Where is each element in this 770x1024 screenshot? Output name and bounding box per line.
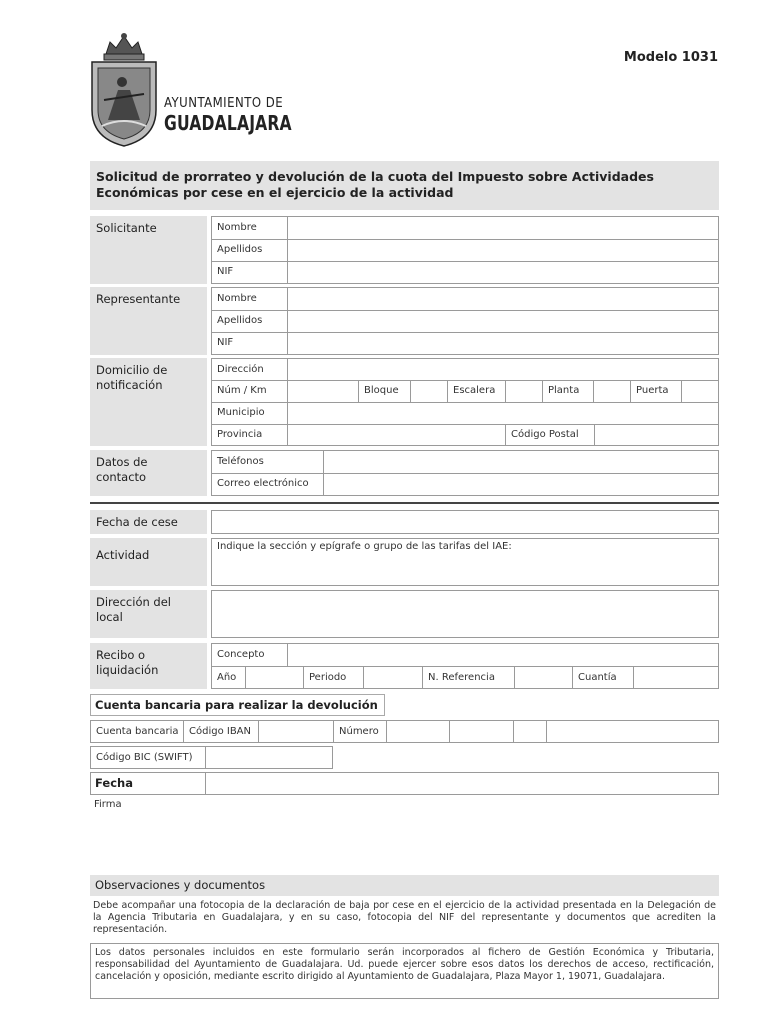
cuantia-label: Cuantía (578, 672, 617, 683)
iban-label: Código IBAN (189, 726, 252, 737)
codigo-postal-label: Código Postal (511, 429, 579, 440)
cuenta-title-text: Cuenta bancaria para realizar la devolución (95, 698, 378, 712)
representante-nombre-input[interactable] (288, 288, 718, 310)
provincia-input[interactable] (288, 425, 505, 446)
solicitante-apellidos-label: Apellidos (217, 244, 263, 255)
numero-label: Número (339, 726, 379, 737)
recibo-fields (211, 643, 719, 689)
solicitante-nif-input[interactable] (288, 262, 718, 283)
referencia-label: N. Referencia (428, 672, 495, 683)
cuenta-fields (90, 720, 719, 743)
ano-input[interactable] (246, 667, 303, 688)
model-number: Modelo 1031 (623, 50, 718, 65)
form-title: Solicitud de prorrateo y devolución de la cuota del Impuesto sobre Actividades Económicas por cese en el ejercicio de la actividad (90, 161, 719, 210)
planta-input[interactable] (594, 381, 630, 402)
codigo-postal-input[interactable] (595, 425, 718, 446)
fecha-input[interactable] (206, 773, 718, 794)
planta-label: Planta (548, 385, 580, 396)
direccion-input[interactable] (288, 359, 718, 380)
representante-fields (211, 287, 719, 355)
numero-input-2[interactable] (450, 721, 513, 742)
bic-fields (90, 746, 333, 769)
provincia-label: Provincia (217, 429, 263, 440)
cuantia-input[interactable] (634, 667, 718, 688)
bic-input[interactable] (206, 747, 332, 768)
contacto-fields (211, 450, 719, 496)
ano-label: Año (217, 672, 237, 683)
correo-label: Correo electrónico (217, 478, 309, 489)
solicitante-nombre-input[interactable] (288, 217, 718, 239)
section-label-contacto: Datos de contacto (90, 450, 207, 496)
escalera-input[interactable] (506, 381, 542, 402)
section-label-fecha-cese: Fecha de cese (90, 510, 207, 534)
section-label-recibo: Recibo o liquidación (90, 643, 207, 689)
representante-nif-input[interactable] (288, 333, 718, 354)
municipio-label: Municipio (217, 407, 265, 418)
privacy-text: Los datos personales incluidos en este formulario serán incorporados al fichero de Gestión Económica y Tributaria, responsabilidad del Ayuntamiento de Guadalajara. Ud. puede ejercer sobre esos datos los derechos de acceso, rectificación, cancelación y oposición, mediante escrito dirigido al Ayuntamiento de Guadalajara, Plaza Mayor 1, 19071, Guadalajara. (95, 947, 714, 982)
section-label-actividad: Actividad (90, 538, 207, 586)
telefonos-input[interactable] (324, 451, 718, 473)
section-label-solicitante: Solicitante (90, 216, 207, 284)
privacy-notice (90, 943, 719, 999)
solicitante-fields (211, 216, 719, 284)
section-label-direccion-local: Dirección del local (90, 590, 207, 638)
solicitante-apellidos-input[interactable] (288, 240, 718, 261)
section-divider (90, 502, 719, 504)
actividad-input[interactable] (211, 538, 719, 586)
fecha-label: Fecha (95, 776, 133, 790)
num-km-label: Núm / Km (217, 385, 267, 396)
org-name-line2: GUADALAJARA (164, 111, 292, 135)
firma-label: Firma (94, 799, 122, 810)
representante-apellidos-input[interactable] (288, 311, 718, 332)
correo-input[interactable] (324, 474, 718, 495)
fecha-fields (90, 772, 719, 795)
org-name-line1: AYUNTAMIENTO DE (164, 96, 284, 111)
firma-area[interactable] (90, 812, 719, 872)
observaciones-title: Observaciones y documentos (90, 875, 719, 896)
iban-input[interactable] (259, 721, 333, 742)
escalera-label: Escalera (453, 385, 496, 396)
direccion-local-input[interactable] (211, 590, 719, 638)
concepto-label: Concepto (217, 649, 265, 660)
referencia-input[interactable] (515, 667, 572, 688)
numero-input-1[interactable] (387, 721, 449, 742)
logo (84, 30, 164, 148)
telefonos-label: Teléfonos (217, 456, 264, 467)
periodo-label: Periodo (309, 672, 347, 683)
cuenta-bancaria-label: Cuenta bancaria (96, 726, 179, 737)
puerta-input[interactable] (682, 381, 718, 402)
representante-apellidos-label: Apellidos (217, 315, 263, 326)
solicitante-nombre-label: Nombre (217, 222, 257, 233)
num-km-input[interactable] (288, 381, 358, 402)
solicitante-nif-label: NIF (217, 266, 234, 277)
bloque-label: Bloque (364, 385, 399, 396)
puerta-label: Puerta (636, 385, 669, 396)
section-label-representante: Representante (90, 287, 207, 355)
fecha-cese-input[interactable] (211, 510, 719, 534)
periodo-input[interactable] (364, 667, 422, 688)
municipio-input[interactable] (288, 403, 718, 424)
observaciones-text: Debe acompañar una fotocopia de la declaración de baja por cese en el ejercicio de la actividad presentada en la Delegación de la Agencia Tributaria en Guadalajara, y en su caso, fotocopia del NIF del representante y documentos que acrediten la representación. (93, 900, 716, 935)
bloque-input[interactable] (411, 381, 447, 402)
actividad-hint: Indique la sección y epígrafe o grupo de las tarifas del IAE: (217, 541, 512, 552)
cuenta-title (90, 694, 385, 716)
bic-label: Código BIC (SWIFT) (96, 752, 193, 763)
concepto-input[interactable] (288, 644, 718, 666)
numero-input-4[interactable] (547, 721, 718, 742)
representante-nif-label: NIF (217, 337, 234, 348)
domicilio-fields (211, 358, 719, 446)
coat-of-arms-icon (84, 30, 164, 148)
direccion-label: Dirección (217, 364, 264, 375)
numero-input-3[interactable] (514, 721, 546, 742)
representante-nombre-label: Nombre (217, 293, 257, 304)
section-label-domicilio: Domicilio de notificación (90, 358, 207, 446)
